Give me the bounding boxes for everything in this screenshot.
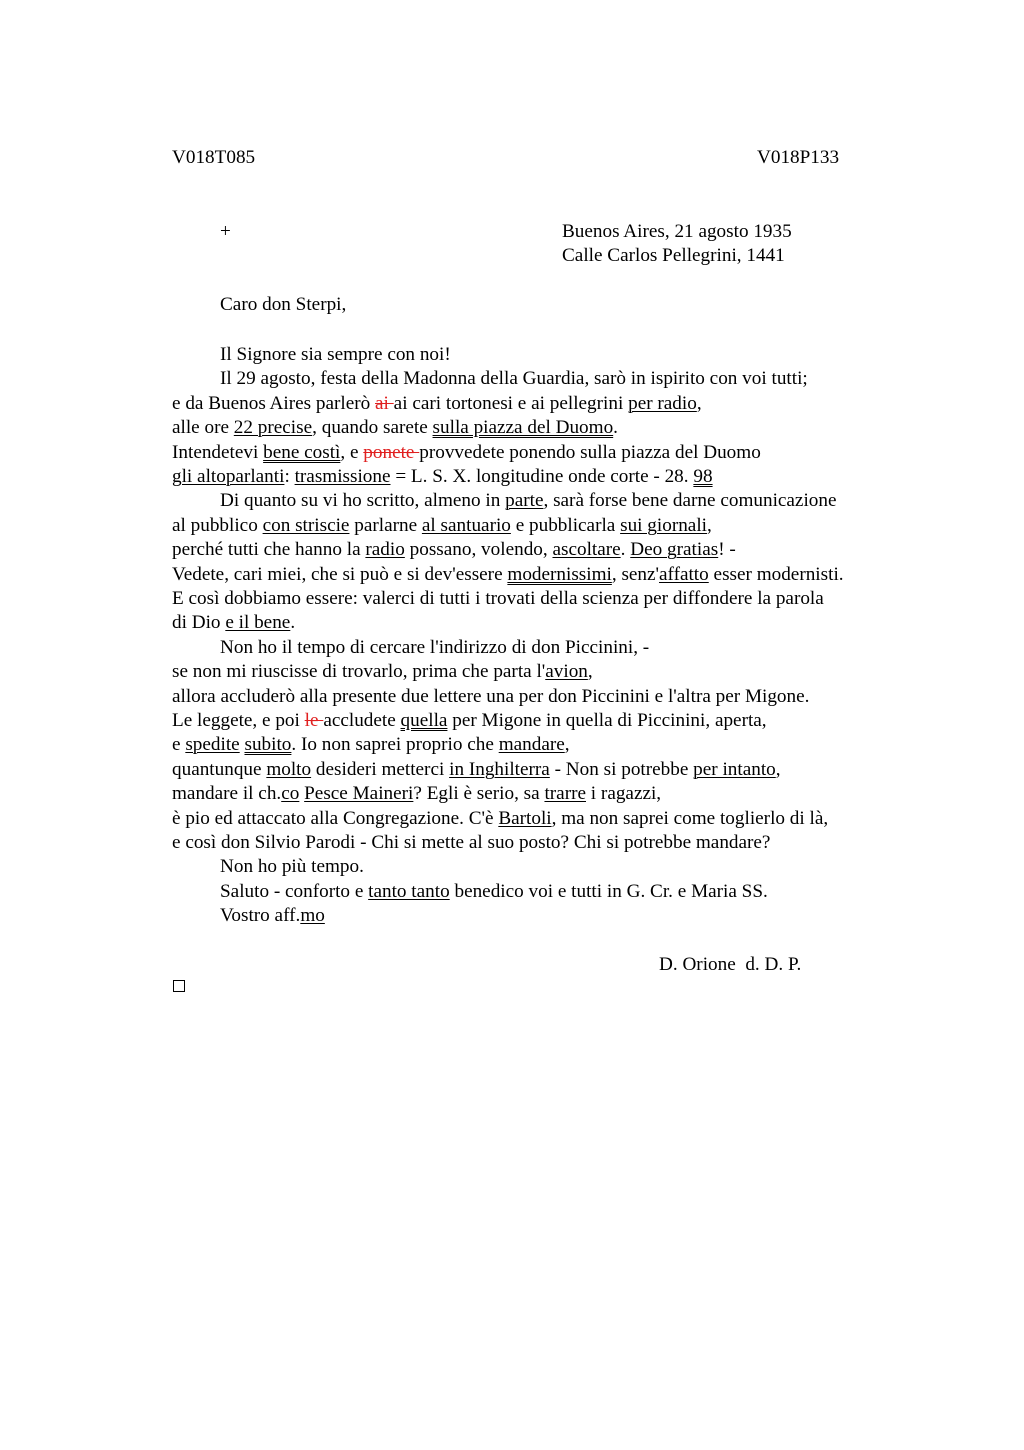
salutation: Caro don Sterpi, — [220, 294, 347, 315]
underlined-text: mandare — [498, 734, 565, 756]
text-segment: , — [564, 734, 570, 756]
text-segment: Vedete, cari miei, che si può e si dev'essere — [172, 563, 508, 585]
underlined-text: ascoltare — [552, 539, 621, 561]
underlined-text: radio — [365, 539, 405, 561]
double-underlined-text: subito — [244, 734, 292, 756]
letter-line — [172, 563, 844, 587]
underlined-text: avion — [545, 661, 588, 683]
underlined-text: co — [281, 783, 300, 805]
text-segment: Le leggete, e poi — [172, 710, 305, 731]
text-segment: benedico voi e tutti in G. Cr. e Maria SS. — [449, 880, 768, 902]
letter-line — [220, 636, 649, 660]
letter-line — [172, 611, 295, 635]
text-segment: desideri metterci — [311, 758, 450, 780]
underlined-text: molto — [266, 758, 312, 780]
letter-line — [172, 831, 770, 855]
double-underlined-text: quella — [400, 710, 448, 731]
letter-line — [172, 758, 781, 782]
text-segment: possano, volendo, — [404, 539, 553, 561]
letter-line — [220, 343, 451, 367]
text-segment: , quando sarete — [312, 417, 433, 439]
sender-address: Calle Carlos Pellegrini, 1441 — [562, 245, 785, 266]
text-segment: Intendetevi — [172, 441, 264, 463]
signature: D. Orione d. D. P. — [659, 954, 802, 975]
text-segment: per Migone in quella di Piccinini, aperta, — [447, 710, 767, 731]
underlined-text: trasmissione — [294, 466, 391, 487]
underlined-text: trarre — [544, 783, 586, 805]
text-segment: . — [613, 417, 618, 439]
letter-line — [220, 880, 768, 904]
underlined-text: al santuario — [421, 514, 511, 536]
text-segment: , — [706, 514, 712, 536]
text-segment: è pio ed attaccato alla Congregazione. C'è — [172, 807, 499, 829]
underlined-text: e il bene — [225, 612, 291, 634]
text-segment: se non mi riuscisse di trovarlo, prima che parta l' — [172, 661, 546, 683]
deleted-text: ponete — [363, 441, 420, 463]
text-segment: e — [172, 734, 186, 756]
underlined-text: affatto — [659, 563, 709, 585]
text-segment: allora accluderò alla presente due lettere una per don Piccinini e l'altra per Migone. — [172, 685, 810, 707]
text-segment: e pubblicarla — [510, 514, 621, 536]
underlined-text: spedite — [185, 734, 240, 756]
letter-line — [220, 367, 808, 391]
text-segment: , sarà forse bene darne comunicazione — [543, 490, 837, 512]
text-segment: . Io non saprei proprio che — [291, 734, 499, 756]
text-segment: E così dobbiamo essere: valerci di tutti i trovati della scienza per diffondere la parola — [172, 588, 824, 609]
text-segment: , ma non saprei come toglierlo di là, — [551, 807, 829, 829]
letter-line — [172, 782, 661, 806]
text-segment: di Dio — [172, 612, 226, 634]
letter-line — [172, 514, 712, 538]
text-segment: provvedete ponendo sulla piazza del Duomo — [419, 441, 761, 463]
text-segment: ! - — [718, 539, 736, 561]
letter-line — [172, 441, 761, 465]
text-segment: , — [587, 661, 593, 683]
text-segment: ai cari tortonesi e ai pellegrini — [393, 392, 629, 414]
double-underlined-text: modernissimi — [507, 563, 612, 585]
document-code-right: V018P133 — [757, 147, 840, 168]
underlined-text: per intanto — [693, 758, 776, 780]
letter-line — [172, 660, 593, 684]
letter-line — [172, 709, 767, 733]
text-segment: parlarne — [349, 514, 422, 536]
underlined-text: mo — [300, 905, 325, 927]
letter-line — [220, 904, 325, 928]
text-segment: . — [620, 539, 631, 561]
letter-line — [220, 855, 364, 879]
text-segment: i ragazzi, — [586, 783, 662, 805]
text-segment: Non ho il tempo di cercare l'indirizzo di don Piccinini, - — [220, 636, 650, 658]
text-segment: al pubblico — [172, 514, 263, 536]
underlined-text: Bartoli — [498, 807, 552, 829]
letter-line — [172, 733, 570, 757]
underlined-text: 22 precise — [233, 417, 313, 439]
text-segment: quantunque — [172, 758, 267, 780]
text-segment: Il 29 agosto, festa della Madonna della Guardia, sarò in ispirito con voi tutti; — [220, 368, 808, 390]
underlined-text: sui giornali — [620, 514, 707, 536]
checkbox-square-icon — [173, 980, 185, 992]
double-underlined-text: sulla piazza del Duomo — [432, 417, 614, 439]
text-segment: : — [284, 466, 295, 487]
letter-line — [172, 807, 828, 831]
text-segment: = L. S. X. longitudine onde corte - 28. — [390, 466, 694, 487]
text-segment: ? Egli è serio, sa — [413, 783, 545, 805]
underlined-text: con striscie — [262, 514, 350, 536]
text-segment: Di quanto su vi ho scritto, almeno in — [220, 490, 506, 512]
underlined-text: in Inghilterra — [449, 758, 550, 780]
double-underlined-text: bene costì — [263, 441, 341, 463]
underlined-text: gli altoparlanti — [172, 466, 285, 487]
text-segment: , — [696, 392, 702, 414]
underlined-text: tanto tanto — [368, 880, 450, 902]
text-segment: Vostro aff. — [220, 905, 301, 927]
deleted-text: le — [304, 710, 324, 731]
text-segment: alle ore — [172, 417, 234, 439]
text-segment: , — [775, 758, 781, 780]
text-segment: , e — [340, 441, 364, 463]
text-segment: e così don Silvio Parodi - Chi si mette al suo posto? Chi si potrebbe mandare? — [172, 832, 771, 853]
document-code-left: V018T085 — [172, 147, 256, 168]
text-segment: mandare il ch. — [172, 783, 282, 805]
letter-line — [172, 465, 713, 489]
text-segment: - Non si potrebbe — [549, 758, 694, 780]
cross-symbol: + — [220, 221, 231, 242]
underlined-text: Pesce Maineri — [304, 783, 414, 805]
text-segment: esser modernisti. — [708, 563, 844, 585]
underlined-text: Deo gratias — [630, 539, 719, 561]
text-segment: Il Signore sia sempre con noi! — [220, 344, 451, 365]
underlined-text: parte — [505, 490, 544, 512]
double-underlined-text: 98 — [693, 466, 713, 487]
text-segment: e da Buenos Aires parlerò — [172, 392, 376, 414]
underlined-text: per radio — [628, 392, 697, 414]
text-segment: . — [290, 612, 296, 634]
text-segment: perché tutti che hanno la — [172, 539, 366, 561]
letter-line — [172, 685, 809, 709]
letter-line — [220, 489, 836, 513]
text-segment: accludete — [323, 710, 401, 731]
text-segment: Non ho più tempo. — [220, 856, 364, 878]
text-segment: Saluto - conforto e — [220, 880, 369, 902]
text-segment: , senz' — [611, 563, 660, 585]
letter-line — [172, 538, 736, 562]
place-date: Buenos Aires, 21 agosto 1935 — [562, 221, 792, 242]
letter-line — [172, 587, 824, 611]
deleted-text: ai — [375, 392, 394, 414]
letter-line — [172, 416, 618, 440]
letter-line — [172, 392, 702, 416]
